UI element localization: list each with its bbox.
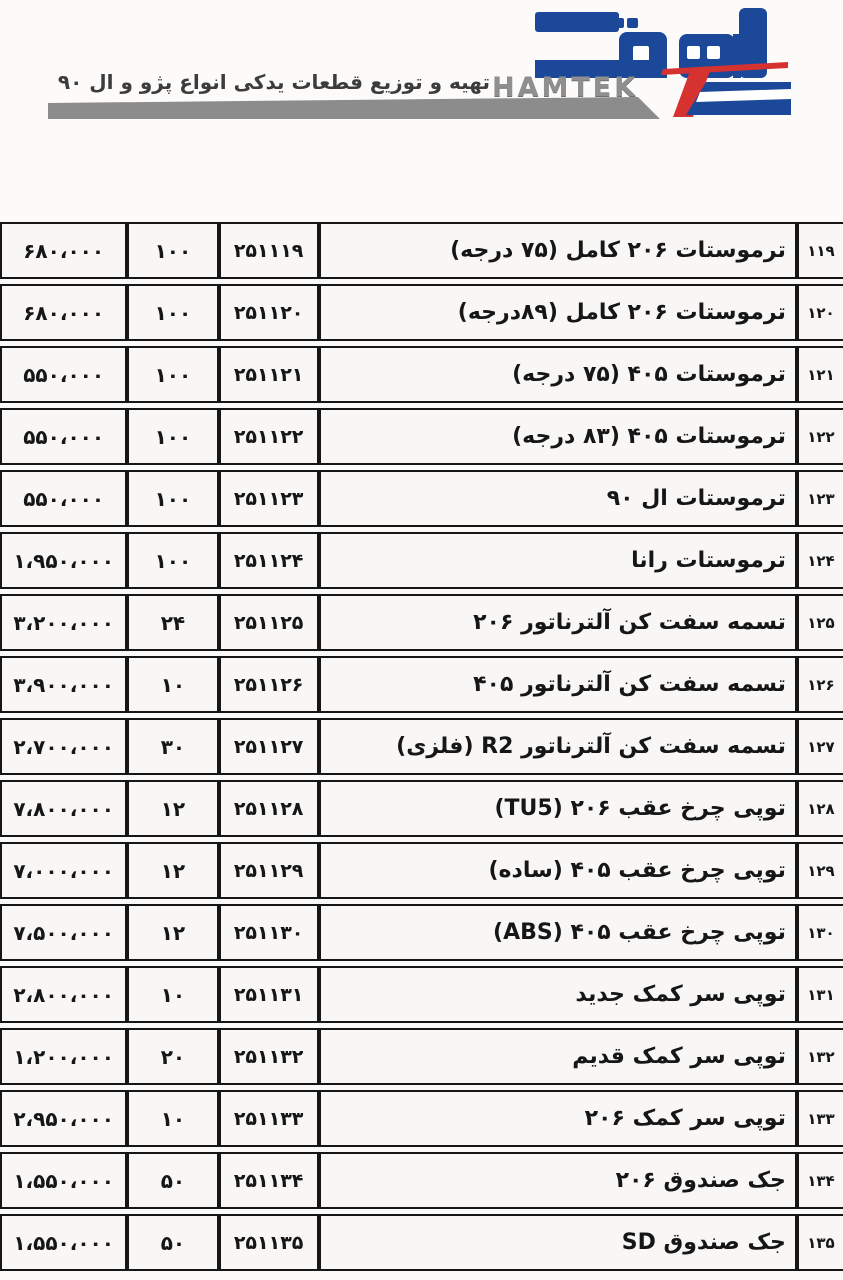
qty-cell: ۱۰۰: [127, 346, 218, 403]
product-name-cell: توپی سر کمک ۲۰۶: [319, 1090, 797, 1147]
qty-cell: ۵۰: [127, 1152, 218, 1209]
code-cell: ۲۵۱۱۲۸: [219, 780, 319, 837]
price-cell: ۱،۵۵۰،۰۰۰: [0, 1152, 127, 1209]
code-cell: ۲۵۱۱۲۷: [219, 718, 319, 775]
code-cell: ۲۵۱۱۳۵: [219, 1214, 319, 1271]
row-number-cell: ۱۲۲: [797, 408, 843, 465]
price-cell: ۱،۲۰۰،۰۰۰: [0, 1028, 127, 1085]
qty-cell: ۵۰: [127, 1214, 218, 1271]
code-cell: ۲۵۱۱۲۴: [219, 532, 319, 589]
table-row: [0, 1152, 843, 1209]
qty-cell: ۳۰: [127, 718, 218, 775]
code-cell: ۲۵۱۱۲۰: [219, 284, 319, 341]
row-number-cell: ۱۲۱: [797, 346, 843, 403]
price-cell: ۵۵۰،۰۰۰: [0, 346, 127, 403]
table-row: [0, 718, 843, 775]
row-number-cell: ۱۳۲: [797, 1028, 843, 1085]
product-name-cell: جک صندوق SD: [319, 1214, 797, 1271]
price-table: [0, 217, 843, 1276]
table-row: [0, 594, 843, 651]
code-cell: ۲۵۱۱۲۵: [219, 594, 319, 651]
price-cell: ۷،۵۰۰،۰۰۰: [0, 904, 127, 961]
qty-cell: ۲۴: [127, 594, 218, 651]
price-cell: ۶۸۰،۰۰۰: [0, 222, 127, 279]
price-cell: ۳،۲۰۰،۰۰۰: [0, 594, 127, 651]
row-number-cell: ۱۲۵: [797, 594, 843, 651]
letterhead: [0, 0, 843, 220]
qty-cell: ۲۰: [127, 1028, 218, 1085]
code-cell: ۲۵۱۱۲۹: [219, 842, 319, 899]
qty-cell: ۱۰۰: [127, 532, 218, 589]
price-table-body: [0, 222, 843, 1271]
table-row: [0, 1214, 843, 1271]
code-cell: ۲۵۱۱۲۳: [219, 470, 319, 527]
qty-cell: ۱۲: [127, 904, 218, 961]
brand-tagline: تهیه و توزیع قطعات یدکی انواع پژو و ال ۹۰: [57, 70, 490, 94]
row-number-cell: ۱۳۱: [797, 966, 843, 1023]
product-name-cell: توپی سر کمک قدیم: [319, 1028, 797, 1085]
price-cell: ۷،۸۰۰،۰۰۰: [0, 780, 127, 837]
table-row: [0, 780, 843, 837]
row-number-cell: ۱۱۹: [797, 222, 843, 279]
product-name-cell: ترموستات ۴۰۵ (۷۵ درجه): [319, 346, 797, 403]
code-cell: ۲۵۱۱۳۲: [219, 1028, 319, 1085]
row-number-cell: ۱۳۵: [797, 1214, 843, 1271]
product-name-cell: ترموستات ال ۹۰: [319, 470, 797, 527]
code-cell: ۲۵۱۱۳۰: [219, 904, 319, 961]
table-row: [0, 222, 843, 279]
price-cell: ۷،۰۰۰،۰۰۰: [0, 842, 127, 899]
table-row: [0, 842, 843, 899]
code-cell: ۲۵۱۱۲۶: [219, 656, 319, 713]
code-cell: ۲۵۱۱۳۱: [219, 966, 319, 1023]
product-name-cell: توپی چرخ عقب ۴۰۵ (ساده): [319, 842, 797, 899]
row-number-cell: ۱۲۴: [797, 532, 843, 589]
price-cell: ۳،۹۰۰،۰۰۰: [0, 656, 127, 713]
price-cell: ۱،۹۵۰،۰۰۰: [0, 532, 127, 589]
row-number-cell: ۱۲۷: [797, 718, 843, 775]
qty-cell: ۱۰: [127, 656, 218, 713]
price-cell: ۵۵۰،۰۰۰: [0, 408, 127, 465]
row-number-cell: ۱۲۹: [797, 842, 843, 899]
product-name-cell: جک صندوق ۲۰۶: [319, 1152, 797, 1209]
table-row: [0, 1028, 843, 1085]
code-cell: ۲۵۱۱۳۴: [219, 1152, 319, 1209]
table-row: [0, 1090, 843, 1147]
price-cell: ۶۸۰،۰۰۰: [0, 284, 127, 341]
table-row: [0, 284, 843, 341]
product-name-cell: تسمه سفت کن آلترناتور R2 (فلزی): [319, 718, 797, 775]
table-row: [0, 656, 843, 713]
row-number-cell: ۱۲۸: [797, 780, 843, 837]
product-name-cell: ترموستات ۴۰۵ (۸۳ درجه): [319, 408, 797, 465]
price-cell: ۱،۵۵۰،۰۰۰: [0, 1214, 127, 1271]
table-row: [0, 904, 843, 961]
qty-cell: ۱۰۰: [127, 470, 218, 527]
table-row: [0, 346, 843, 403]
brand-wordmark: HAMTEK: [492, 72, 639, 103]
code-cell: ۲۵۱۱۱۹: [219, 222, 319, 279]
qty-cell: ۱۰۰: [127, 222, 218, 279]
qty-cell: ۱۰: [127, 966, 218, 1023]
product-name-cell: توپی سر کمک جدید: [319, 966, 797, 1023]
price-cell: ۲،۷۰۰،۰۰۰: [0, 718, 127, 775]
row-number-cell: ۱۳۳: [797, 1090, 843, 1147]
product-name-cell: ترموستات ۲۰۶ کامل (۸۹درجه): [319, 284, 797, 341]
price-cell: ۵۵۰،۰۰۰: [0, 470, 127, 527]
row-number-cell: ۱۲۰: [797, 284, 843, 341]
product-name-cell: ترموستات ۲۰۶ کامل (۷۵ درجه): [319, 222, 797, 279]
qty-cell: ۱۰۰: [127, 408, 218, 465]
qty-cell: ۱۰۰: [127, 284, 218, 341]
code-cell: ۲۵۱۱۲۱: [219, 346, 319, 403]
product-name-cell: ترموستات رانا: [319, 532, 797, 589]
row-number-cell: ۱۳۴: [797, 1152, 843, 1209]
row-number-cell: ۱۲۳: [797, 470, 843, 527]
table-row: [0, 470, 843, 527]
product-name-cell: توپی چرخ عقب ۴۰۵ (ABS): [319, 904, 797, 961]
price-cell: ۲،۸۰۰،۰۰۰: [0, 966, 127, 1023]
code-cell: ۲۵۱۱۲۲: [219, 408, 319, 465]
qty-cell: ۱۲: [127, 842, 218, 899]
price-cell: ۲،۹۵۰،۰۰۰: [0, 1090, 127, 1147]
table-row: [0, 408, 843, 465]
qty-cell: ۱۲: [127, 780, 218, 837]
product-name-cell: تسمه سفت کن آلترناتور ۴۰۵: [319, 656, 797, 713]
product-name-cell: توپی چرخ عقب ۲۰۶ (TU5): [319, 780, 797, 837]
row-number-cell: ۱۲۶: [797, 656, 843, 713]
code-cell: ۲۵۱۱۳۳: [219, 1090, 319, 1147]
table-row: [0, 966, 843, 1023]
table-row: [0, 532, 843, 589]
product-name-cell: تسمه سفت کن آلترناتور ۲۰۶: [319, 594, 797, 651]
qty-cell: ۱۰: [127, 1090, 218, 1147]
row-number-cell: ۱۳۰: [797, 904, 843, 961]
tc-emblem-icon: [656, 60, 796, 118]
